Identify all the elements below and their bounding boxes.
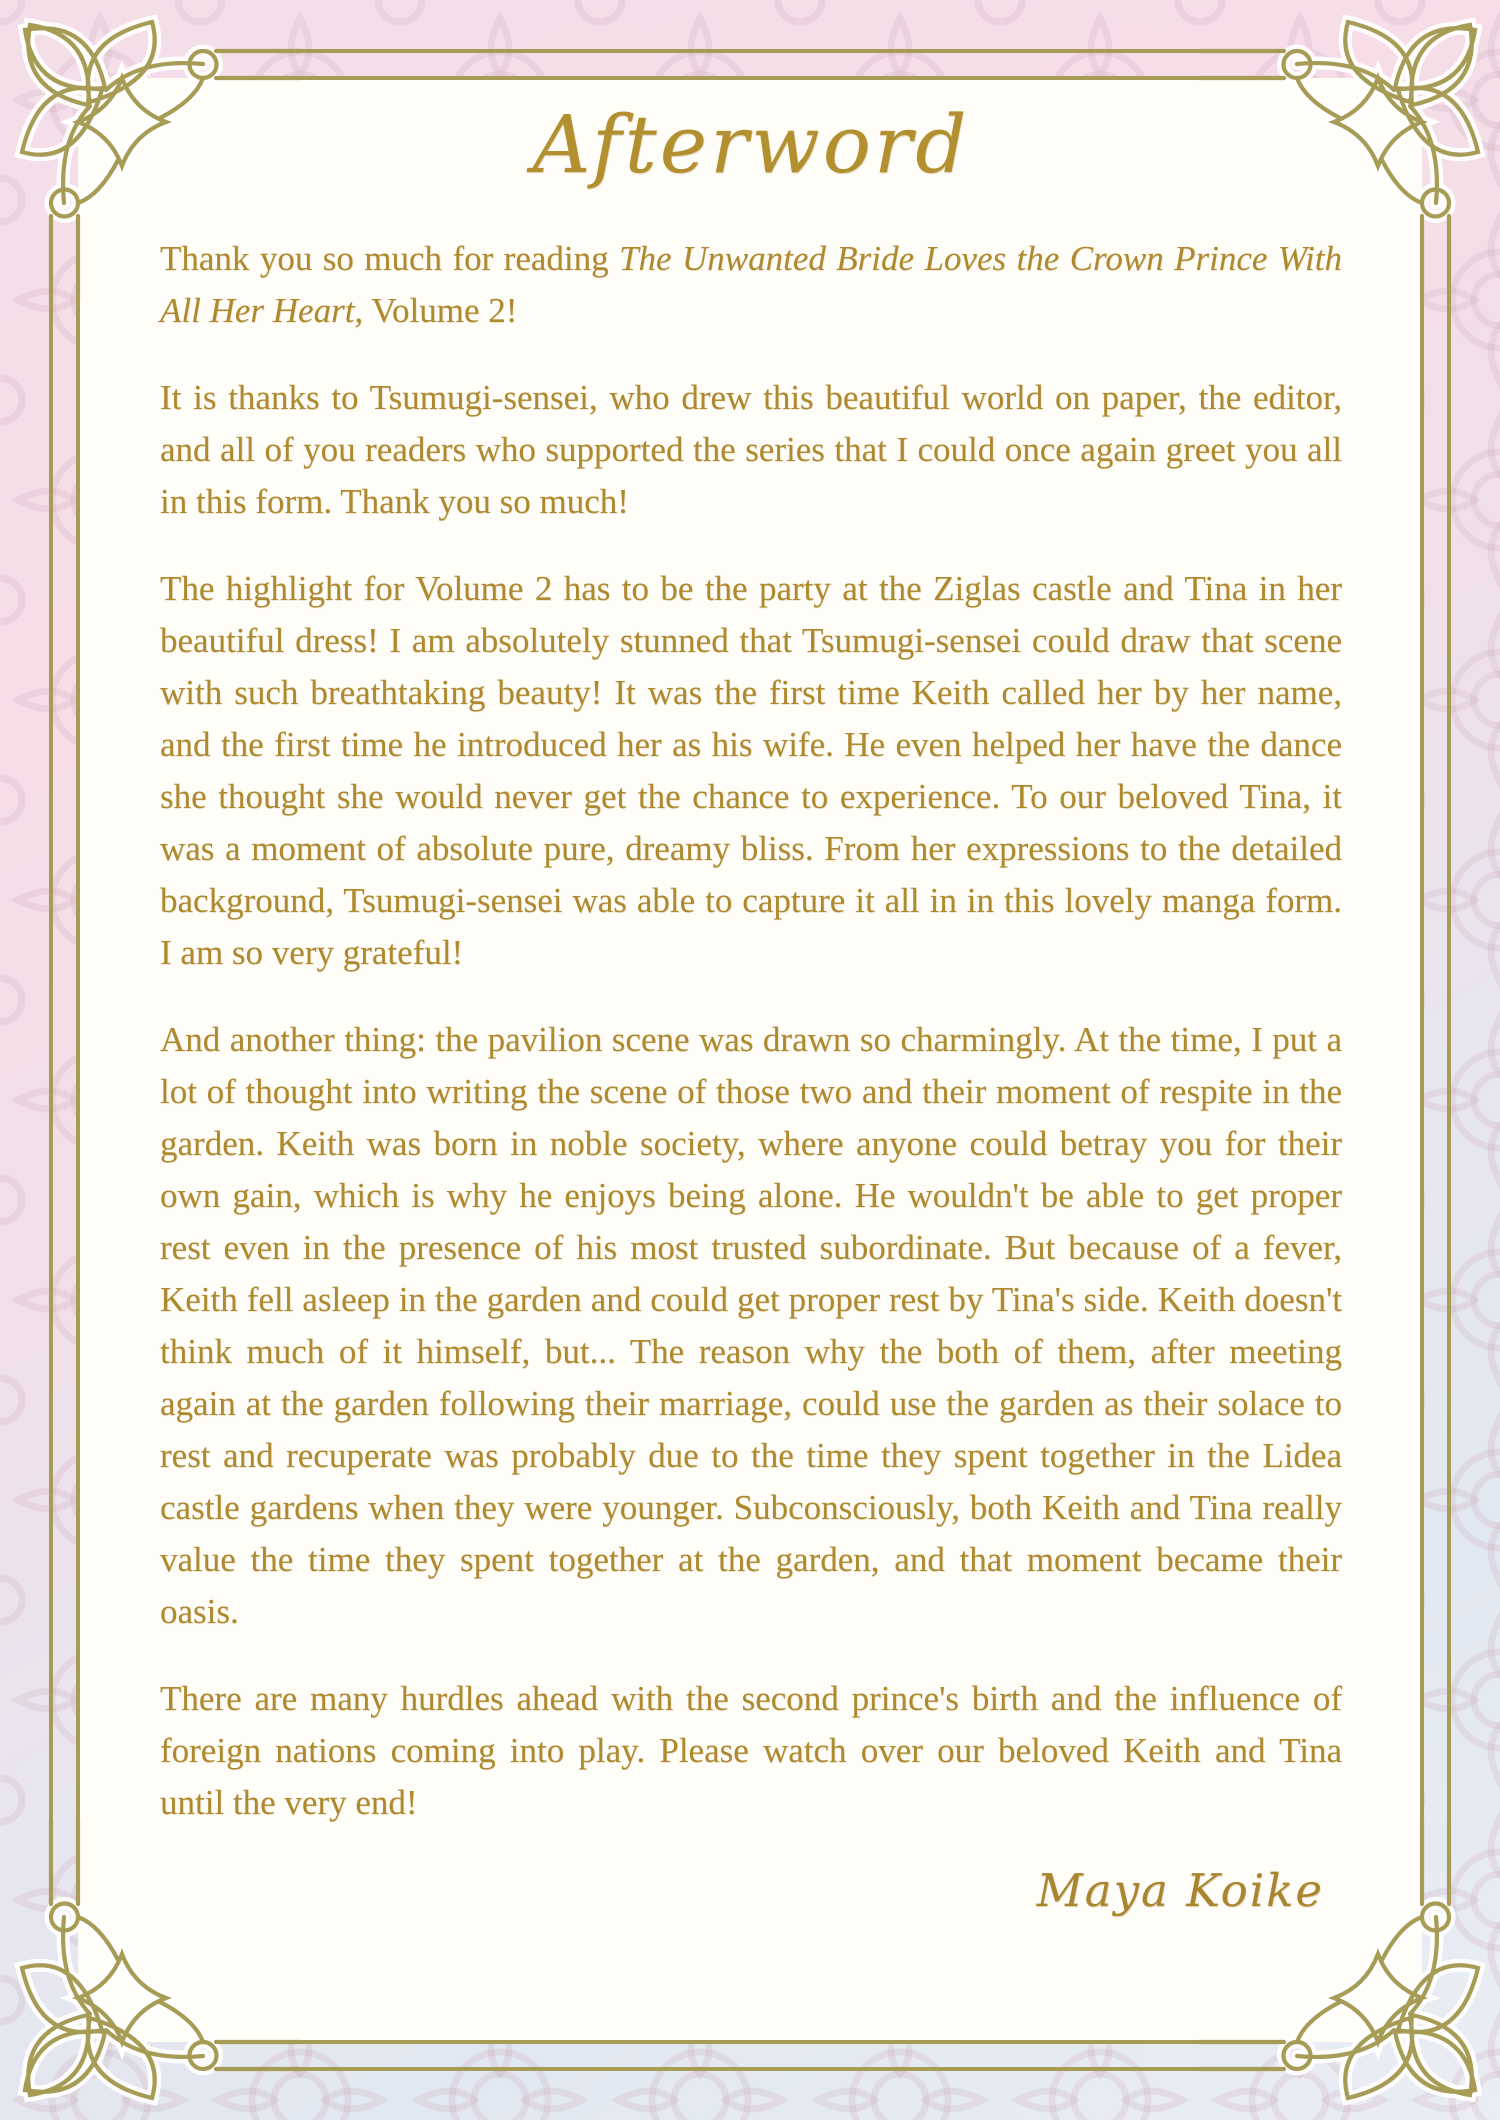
book-title-italic: The Unwanted Bride Loves the Crown Prince With All Her Heart, — [160, 239, 1343, 330]
paragraph-text: Volume 2! — [363, 291, 518, 330]
afterword-content — [160, 82, 1342, 1917]
paragraph-text: Thank you so much for reading — [160, 239, 620, 278]
afterword-paragraph-4: And another thing: the pavilion scene was drawn so charmingly. At the time, I put a lot of thought into writing the scene of those two and their moment of respite in the garden. Keith was born in noble society, where anyone could betray you for their own gain, which is why he enjoys being alone. He wouldn't be able to get proper rest even in the presence of his most trusted subordinate. But because of a fever, Keith fell asleep in the garden and could get proper rest by Tina's side. Keith doesn't think much of it himself, but... The reason why the both of them, after meeting again at the garden following their marriage, could use the garden as their solace to rest and recuperate was probably due to the time they spent together in the Lidea castle gardens when they were younger. Subconsciously, both Keith and Tina really value the time they spent together at the garden, and that moment became their oasis. — [160, 1020, 1342, 1631]
afterword-paragraph-3: The highlight for Volume 2 has to be the party at the Ziglas castle and Tina in her beautiful dress! I am absolutely stunned that Tsumugi-sensei could draw that scene with such breathtaking beauty! It was the first time Keith called her by her name, and the first time he introduced her as his wife. He even helped her have the dance she thought she would never get the chance to experience. To our beloved Tina, it was a moment of absolute pure, dreamy bliss. From her expressions to the detailed background, Tsumugi-sensei was able to capture it all in in this lovely manga form. I am so very grateful! — [160, 569, 1342, 972]
afterword-paragraph-5: There are many hurdles ahead with the second prince's birth and the influence of foreign nations coming into play. Please watch over our beloved Keith and Tina until the very end! — [160, 1679, 1342, 1822]
afterword-paragraph-2: It is thanks to Tsumugi-sensei, who drew this beautiful world on paper, the editor, and all of you readers who supported the series that I could once again greet you all in this form. Thank you so much! — [160, 378, 1342, 521]
afterword-title: Afterword — [532, 98, 970, 191]
afterword-paragraph-1 — [160, 233, 1342, 337]
author-signature: Maya Koike — [1036, 1864, 1324, 1917]
